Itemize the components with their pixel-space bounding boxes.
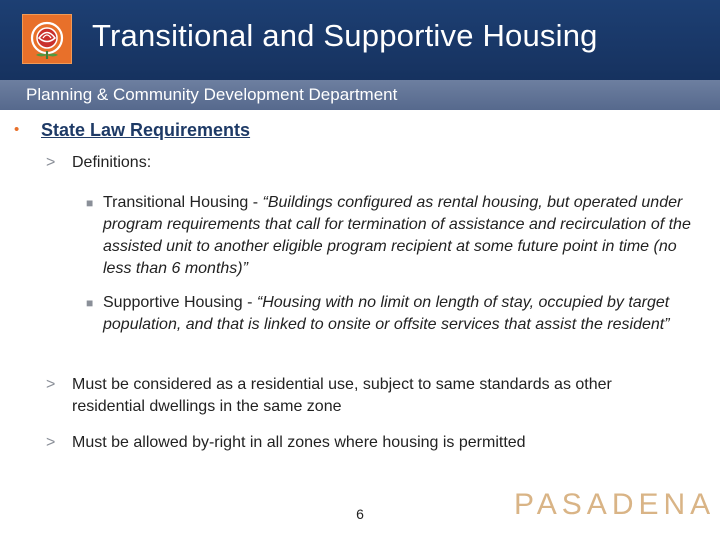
transitional-quote: “Buildings configured as rental housing, but operated under program requirements that call for termination of assistance and recirculation of the assisted unit to another eligible program recipient at some future point in time (no less than 6 months)”	[103, 194, 691, 277]
title-bar	[0, 0, 720, 80]
bullet-transitional-housing	[86, 192, 696, 280]
department-bar	[0, 80, 720, 110]
transitional-definition	[103, 192, 696, 280]
chevron-right-icon: >	[46, 154, 56, 171]
chevron-right-icon: >	[46, 376, 56, 393]
by-right-text: Must be allowed by-right in all zones where housing is permitted	[72, 434, 526, 451]
chevron-right-icon: >	[46, 434, 56, 451]
definitions-label: Definitions:	[72, 154, 152, 171]
slide-title: Transitional and Supportive Housing	[92, 18, 598, 53]
pasadena-wordmark: PASADENA	[514, 488, 716, 521]
supportive-definition	[103, 292, 696, 336]
department-name: Planning & Community Development Department	[26, 85, 398, 104]
rose-logo-icon	[22, 14, 72, 64]
section-heading: State Law Requirements	[41, 120, 251, 140]
bullet-residential-use	[46, 374, 686, 418]
bullet-by-right	[46, 432, 686, 454]
square-bullet-icon: ■	[86, 196, 94, 210]
bullet-supportive-housing	[86, 292, 696, 336]
residential-use-text: Must be considered as a residential use, subject to same standards as other residential dwellings in the same zone	[72, 376, 612, 415]
bullet-dot-icon: •	[14, 121, 20, 138]
supportive-quote: “Housing with no limit on length of stay, occupied by target population, and that is linked to onsite or offsite services that assist the resident”	[103, 294, 670, 333]
bullet-definitions	[46, 152, 686, 174]
slide-content	[0, 110, 720, 540]
square-bullet-icon: ■	[86, 296, 94, 310]
page-number: 6	[356, 506, 364, 522]
supportive-label: Supportive Housing -	[103, 294, 257, 311]
transitional-label: Transitional Housing -	[103, 194, 263, 211]
